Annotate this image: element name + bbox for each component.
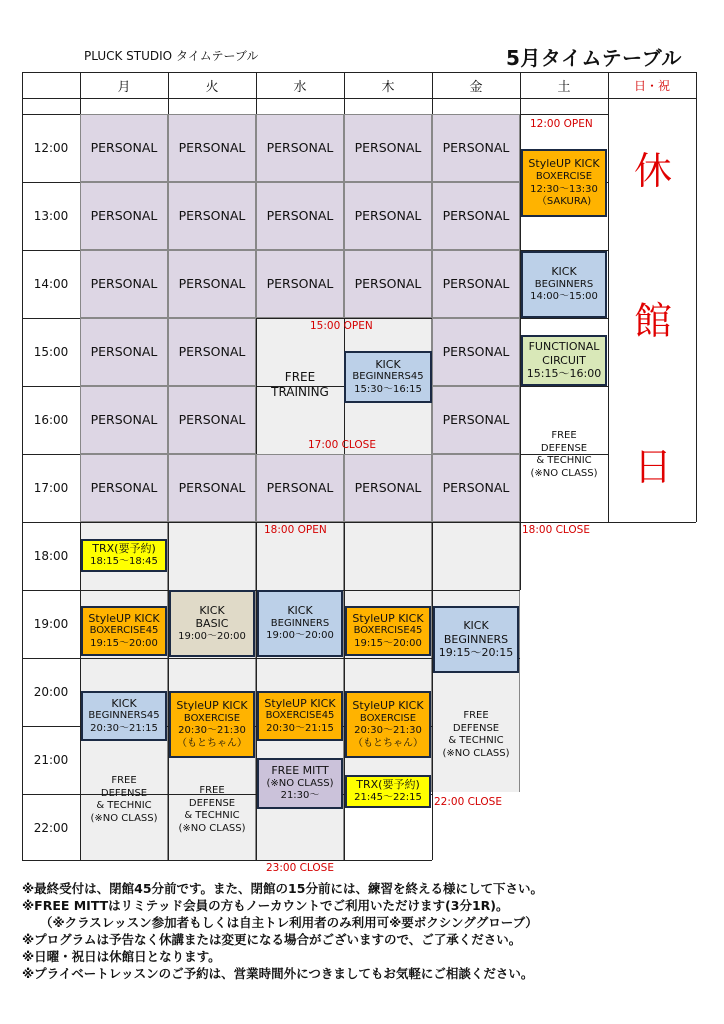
class-subtitle: TRAINING: [271, 385, 329, 399]
class-block[interactable]: [345, 606, 431, 656]
class-title: StyleUP KICK: [528, 157, 600, 171]
note-line: ※日曜・祝日は休館日となります。: [22, 949, 221, 964]
closed-char: 休: [633, 149, 672, 193]
class-subtitle: & TECHNIC: [448, 735, 504, 746]
class-block[interactable]: [81, 606, 167, 656]
class-subtitle: BEGINNERS: [534, 278, 594, 290]
time-label: 20:00: [33, 685, 69, 699]
personal-cell: PERSONAL: [168, 386, 256, 454]
personal-cell: PERSONAL: [256, 454, 344, 522]
class-subtitle: BEGINNERS45: [88, 710, 160, 722]
personal-cell: PERSONAL: [256, 182, 344, 250]
class-title: KICK: [375, 357, 401, 371]
class-subtitle: BEGINNERS45: [352, 371, 424, 383]
class-subtitle: BASIC: [195, 617, 229, 631]
grid-top: [22, 72, 696, 73]
day-header-wed: 水: [293, 79, 307, 95]
class-block[interactable]: [521, 149, 607, 217]
closed-char: 館: [633, 299, 672, 343]
class-title: FREE: [284, 370, 316, 384]
day-header-tue: 火: [205, 79, 219, 95]
class-title: FUNCTIONAL: [528, 339, 600, 353]
class-subtitle: BOXERCISE: [535, 171, 593, 183]
class-subtitle: DEFENSE: [452, 722, 500, 734]
class-instructor: （もとちゃん）: [353, 737, 423, 749]
grid-bottom: [22, 860, 432, 861]
personal-cell: PERSONAL: [344, 250, 432, 318]
class-time: 20:30～21:15: [90, 722, 158, 734]
class-subtitle: BEGINNERS: [443, 632, 509, 646]
class-time: 18:15～18:45: [90, 556, 158, 568]
class-title: FREE MITT: [271, 764, 329, 778]
class-title: StyleUP KICK: [352, 698, 424, 712]
personal-cell: PERSONAL: [80, 386, 168, 454]
class-title: KICK: [111, 696, 137, 710]
personal-cell: PERSONAL: [344, 114, 432, 182]
class-block[interactable]: [345, 691, 431, 758]
personal-cell: PERSONAL: [80, 250, 168, 318]
note-line: ※最終受付は、閉館45分前です。また、閉館の15分前には、練習を終える様にして下さい。: [22, 881, 543, 896]
personal-cell: PERSONAL: [80, 182, 168, 250]
class-title: TRX(要予約): [92, 542, 156, 556]
class-title: KICK: [551, 265, 577, 279]
personal-cell: PERSONAL: [168, 454, 256, 522]
class-subtitle: BOXERCISE45: [89, 625, 159, 637]
note-line: （※クラスレッスン参加者もしくは自主トレ利用者のみ利用可※要ボクシンググローブ）: [40, 915, 538, 930]
class-note: (※NO CLASS): [90, 812, 158, 824]
personal-cell: PERSONAL: [168, 114, 256, 182]
class-block[interactable]: [257, 691, 343, 741]
class-block[interactable]: [344, 351, 432, 403]
time-label: 22:00: [33, 821, 69, 835]
class-block[interactable]: [256, 350, 344, 420]
class-subtitle: DEFENSE: [100, 787, 148, 799]
class-time: 21:30～: [280, 790, 320, 802]
time-label: 18:00: [33, 549, 69, 563]
class-title: StyleUP KICK: [88, 611, 160, 625]
class-block[interactable]: [433, 606, 519, 673]
personal-cell: PERSONAL: [168, 182, 256, 250]
personal-cell: PERSONAL: [168, 318, 256, 386]
open-marker: 18:00 OPEN: [264, 524, 327, 536]
class-subtitle: DEFENSE: [540, 442, 588, 454]
class-time: 20:30～21:30: [354, 725, 422, 737]
class-block[interactable]: [521, 335, 607, 386]
class-time: 15:15～16:00: [526, 367, 602, 381]
class-time: 19:15～20:15: [438, 646, 514, 660]
close-marker: 23:00 CLOSE: [266, 862, 334, 874]
notes-section: [22, 880, 543, 982]
class-block[interactable]: [81, 539, 167, 572]
class-note: (※NO CLASS): [178, 822, 246, 834]
note-line: ※FREE MITTはリミテッド会員の方もノーカウントでご利用いただけます(3分1R)。: [22, 898, 509, 913]
class-block[interactable]: [81, 691, 167, 741]
personal-cell: PERSONAL: [432, 182, 520, 250]
personal-cell: PERSONAL: [80, 114, 168, 182]
class-time: 19:00～20:00: [178, 631, 246, 642]
time-label: 12:00: [33, 141, 69, 155]
class-block[interactable]: [521, 400, 607, 510]
class-title: FREE: [199, 785, 225, 796]
day-header-sun: 日・祝: [633, 78, 670, 93]
class-block[interactable]: [257, 758, 343, 809]
grid-col: [608, 72, 609, 522]
class-block[interactable]: [169, 691, 255, 758]
class-time: 19:15～20:00: [90, 637, 158, 649]
close-marker: 17:00 CLOSE: [308, 439, 376, 451]
personal-cell: PERSONAL: [432, 114, 520, 182]
class-time: 15:30～16:15: [354, 383, 422, 395]
class-time: 19:00～20:00: [266, 630, 334, 642]
class-subtitle: BOXERCISE: [359, 712, 417, 724]
open-marker: 15:00 OPEN: [310, 320, 373, 332]
personal-cell: PERSONAL: [256, 250, 344, 318]
personal-cell: PERSONAL: [432, 386, 520, 454]
class-block[interactable]: [81, 765, 167, 835]
grid-right: [696, 72, 697, 522]
time-label: 16:00: [33, 413, 69, 427]
class-instructor: （SAKURA): [536, 196, 592, 208]
studio-name: PLUCK STUDIO タイムテーブル: [84, 49, 259, 63]
personal-cell: PERSONAL: [168, 250, 256, 318]
close-marker: 18:00 CLOSE: [522, 524, 590, 536]
time-label: 17:00: [33, 481, 69, 495]
personal-cell: PERSONAL: [344, 454, 432, 522]
grid-line: [22, 522, 696, 523]
class-title: StyleUP KICK: [264, 696, 336, 710]
class-title: KICK: [287, 604, 313, 618]
close-marker: 22:00 CLOSE: [434, 796, 502, 808]
day-header-mon: 月: [117, 79, 131, 95]
personal-cell: PERSONAL: [432, 454, 520, 522]
class-instructor: （もとちゃん）: [177, 737, 247, 749]
class-time: 19:15～20:00: [354, 637, 422, 649]
open-marker: 12:00 OPEN: [530, 118, 593, 130]
class-title: StyleUP KICK: [352, 611, 424, 625]
class-subtitle: DEFENSE: [188, 797, 236, 809]
time-label: 13:00: [33, 209, 69, 223]
personal-cell: PERSONAL: [80, 318, 168, 386]
class-title: FREE: [463, 710, 489, 721]
class-note: (※NO CLASS): [442, 747, 510, 759]
personal-cell: PERSONAL: [80, 454, 168, 522]
class-title: StyleUP KICK: [176, 698, 248, 712]
class-title: TRX(要予約): [356, 778, 420, 792]
time-label: 14:00: [33, 277, 69, 291]
personal-cell: PERSONAL: [432, 250, 520, 318]
class-subtitle: & TECHNIC: [96, 800, 152, 811]
class-subtitle: & TECHNIC: [536, 455, 592, 466]
class-block[interactable]: [257, 590, 343, 657]
class-note: (※NO CLASS): [266, 777, 334, 789]
class-title: FREE: [111, 775, 137, 786]
time-label: 19:00: [33, 617, 69, 631]
closed-char: 日: [633, 445, 672, 489]
time-label: 21:00: [33, 753, 69, 767]
class-subtitle: CIRCUIT: [542, 353, 586, 367]
note-line: ※プログラムは予告なく休講または変更になる場合がございますので、ご了承ください。: [22, 932, 522, 947]
class-time: 20:30～21:15: [266, 722, 334, 734]
note-line: ※プライベートレッスンのご予約は、営業時間外につきましてもお気軽にご相談ください。: [22, 966, 534, 981]
class-subtitle: BEGINNERS: [270, 617, 330, 629]
class-subtitle: BOXERCISE: [183, 712, 241, 724]
class-block[interactable]: [345, 775, 431, 808]
class-time: 20:30～21:30: [178, 725, 246, 737]
class-time: 14:00～15:00: [530, 291, 598, 303]
class-note: (※NO CLASS): [530, 467, 598, 479]
day-header-fri: 金: [469, 79, 483, 95]
class-title: KICK: [199, 603, 225, 617]
day-header-sat: 土: [557, 79, 571, 95]
class-subtitle: & TECHNIC: [184, 810, 240, 821]
personal-cell: PERSONAL: [344, 182, 432, 250]
class-time: 21:45～22:15: [354, 792, 422, 804]
time-label: 15:00: [33, 345, 69, 359]
page-title: 5月タイムテーブル: [506, 46, 682, 70]
day-header-thu: 木: [381, 79, 395, 95]
class-time: 12:30～13:30: [530, 183, 598, 195]
class-block[interactable]: [169, 590, 255, 657]
grid-line: [22, 98, 696, 99]
personal-cell: PERSONAL: [256, 114, 344, 182]
class-title: KICK: [463, 618, 489, 632]
personal-cell: PERSONAL: [432, 318, 520, 386]
class-block[interactable]: [433, 700, 519, 770]
class-title: FREE: [551, 430, 577, 441]
class-block[interactable]: [521, 251, 607, 318]
class-subtitle: BOXERCISE45: [265, 710, 335, 722]
class-block[interactable]: [169, 775, 255, 845]
class-subtitle: BOXERCISE45: [353, 625, 423, 637]
